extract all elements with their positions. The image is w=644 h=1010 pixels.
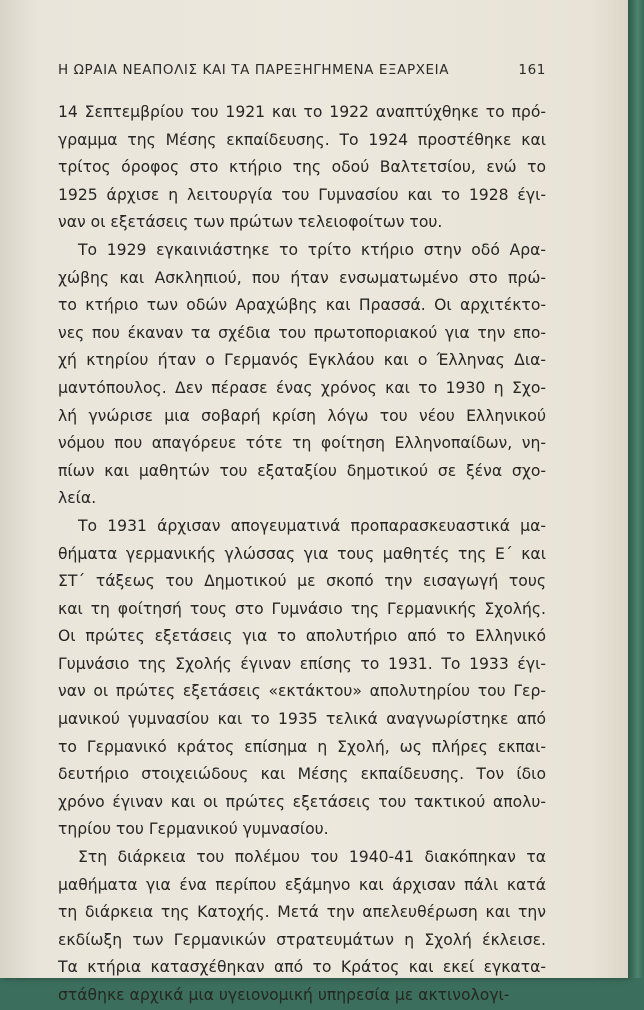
running-header	[58, 62, 546, 78]
paragraph	[58, 844, 546, 1010]
text-line: λεία.	[58, 489, 97, 508]
text-line: χή κτηρίου ήταν ο Γερμανός Εγκλάου και ο Έλληνας Δια-	[58, 351, 546, 370]
paragraph	[58, 99, 546, 237]
text-line: το Γερμανικό κράτος επίσημα η Σχολή, ως πλήρες εκπαι-	[58, 737, 546, 756]
text-line: μανικού γυμνασίου και το 1935 τελικά αναγνωρίστηκε από	[58, 710, 546, 729]
text-line: θήματα γερμανικής γλώσσας για τους μαθητές της Ε΄ και	[58, 544, 546, 563]
text-line: τη διάρκεια της Κατοχής. Μετά την απελευθέρωση και την	[58, 903, 546, 922]
text-line: ΣΤ΄ τάξεως του Δημοτικού με σκοπό την εισαγωγή τους	[58, 572, 546, 591]
body-text	[58, 99, 546, 1010]
text-line: Τα κτήρια κατασχέθηκαν από το Κράτος και εκεί εγκατα-	[58, 958, 546, 977]
text-line: Το 1931 άρχισαν απογευματινά προπαρασκευαστικά μα-	[78, 516, 546, 535]
book-cover-edge	[628, 0, 644, 978]
text-line: Το 1929 εγκαινιάστηκε το τρίτο κτήριο στην οδό Αρα-	[78, 240, 546, 259]
text-line: εκδίωξη των Γερμανικών στρατευμάτων η Σχολή έκλεισε.	[58, 930, 546, 949]
text-line: μαντόπουλος. Δεν πέρασε ένας χρόνος και το 1930 η Σχο-	[58, 378, 546, 397]
text-line: τηρίου του Γερμανικού γυμνασίου.	[58, 820, 329, 839]
text-line: και τη φοίτησή τους στο Γυμνάσιο της Γερμανικής Σχολής.	[58, 599, 546, 618]
text-line: 14 Σεπτεμβρίου του 1921 και το 1922 αναπτύχθηκε το πρό-	[58, 103, 546, 121]
page-number: 161	[518, 62, 546, 78]
paragraph	[58, 513, 546, 844]
text-line: νες που έκαναν τα σχέδια του πρωτοποριακού για την επο-	[58, 323, 546, 342]
paragraph	[58, 237, 546, 513]
text-line: ναν οι πρώτες εξετάσεις «εκτάκτου» απολυτηρίου του Γερ-	[58, 682, 546, 701]
text-line: ναν οι εξετάσεις των πρώτων τελειοφοίτων του.	[58, 213, 443, 232]
running-title: Η ΩΡΑΙΑ ΝΕΑΠΟΛΙΣ ΚΑΙ ΤΑ ΠΑΡΕΞΗΓΗΜΕΝΑ ΕΞΑΡΧΕΙΑ	[58, 62, 450, 78]
text-line: πίων και μαθητών του εξαταξίου δημοτικού σε ξένα σχο-	[58, 461, 546, 480]
text-line: μαθήματα για ένα περίπου εξάμηνο και άρχισαν πάλι κατά	[58, 875, 546, 894]
text-line: χρόνο έγιναν και οι πρώτες εξετάσεις του τακτικού απολυ-	[58, 792, 546, 811]
text-line: Στη διάρκεια του πολέμου του 1940-41 διακόπηκαν τα	[78, 848, 546, 867]
text-line: λή γνώρισε μια σοβαρή κρίση λόγω του νέου Ελληνικού	[58, 406, 546, 425]
text-line: 1925 άρχισε η λειτουργία του Γυμνασίου και το 1928 έγι-	[58, 185, 546, 204]
text-line: νόμου που απαγόρευε τότε τη φοίτηση Ελληνοπαίδων, νη-	[58, 434, 546, 453]
text-line: Οι πρώτες εξετάσεις για το απολυτήριο από το Ελληνικό	[58, 627, 546, 646]
text-line: στάθηκε αρχικά μια υγειονομική υπηρεσία με ακτινολογι-	[58, 986, 510, 1004]
text-line: τρίτος όροφος στο κτήριο της οδού Βαλτετσίου, ενώ το	[58, 158, 546, 177]
text-line: το κτήριο των οδών Αραχώβης και Πρασσά. Οι αρχιτέκτο-	[58, 296, 546, 315]
text-line: χώβης και Ασκληπιού, που ήταν ενσωματωμένο στο πρώ-	[58, 268, 546, 287]
text-line: Γυμνάσιο της Σχολής έγιναν επίσης το 1931. Το 1933 έγι-	[58, 654, 546, 673]
text-line: γραμμα της Μέσης εκπαίδευσης. Το 1924 προστέθηκε και	[58, 130, 546, 149]
text-line: δευτήριο στοιχειώδους και Μέσης εκπαίδευσης. Τον ίδιο	[58, 765, 546, 784]
